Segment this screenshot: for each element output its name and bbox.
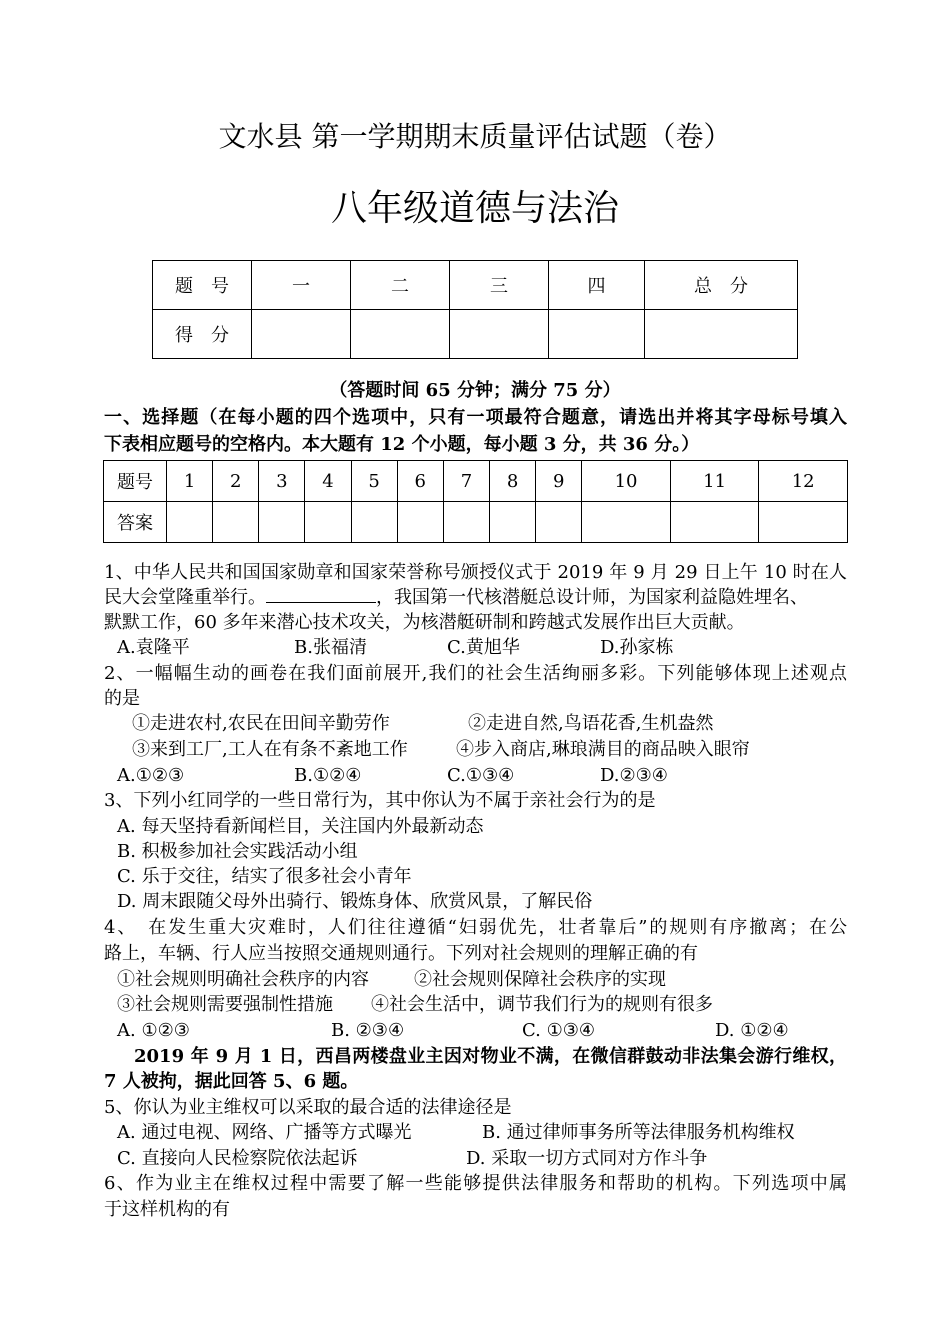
score-cell	[351, 310, 450, 359]
table-cell: 三	[450, 261, 549, 310]
option: C. ①③④	[522, 1020, 595, 1041]
statement: ③社会规则需要强制性措施	[117, 994, 333, 1015]
option: D. ①②④	[715, 1020, 789, 1041]
answer-cell	[670, 502, 759, 543]
table-cell: 总 分	[645, 261, 798, 310]
answer-table	[103, 460, 848, 543]
option: A. 每天坚持看新闻栏目，关注国内外最新动态	[117, 816, 484, 837]
question-number-cell: 11	[670, 461, 759, 502]
score-cell	[645, 310, 798, 359]
answer-cell	[167, 502, 213, 543]
question-number-cell: 12	[759, 461, 848, 502]
statement: ②社会规则保障社会秩序的实现	[414, 969, 666, 990]
option: C.①③④	[447, 765, 515, 786]
answer-cell	[351, 502, 397, 543]
option: C. 直接向人民检察院依法起诉	[117, 1148, 358, 1169]
option: B.①②④	[294, 765, 362, 786]
question-number-cell: 4	[305, 461, 351, 502]
statement: ②走进自然,鸟语花香,生机盎然	[468, 713, 714, 734]
option: D. 采取一切方式同对方作斗争	[466, 1148, 708, 1169]
question-number-cell: 6	[397, 461, 443, 502]
question-number-cell: 7	[443, 461, 489, 502]
option: C.黄旭华	[447, 637, 520, 658]
question-1: 1、中华人民共和国国家勋章和国家荣誉称号颁授仪式于 2019 年 9 月 29 日上午 10 时在人	[104, 562, 847, 583]
question-number-cell: 3	[259, 461, 305, 502]
statement: ③来到工厂,工人在有条不紊地工作	[132, 739, 408, 760]
table-cell: 得 分	[153, 310, 252, 359]
question-number-cell: 1	[167, 461, 213, 502]
option: B.张福清	[294, 637, 367, 658]
table-cell: 四	[549, 261, 645, 310]
question-1-line3: 默默工作，60 多年来潜心技术攻关，为核潜艇研制和跨越式发展作出巨大贡献。	[104, 612, 745, 633]
section-heading: 下表相应题号的空格内。本大题有 12 个小题，每小题 3 分，共 36 分。）	[104, 434, 700, 455]
statement: ①走进农村,农民在田间辛勤劳作	[132, 713, 390, 734]
statement: ④步入商店,琳琅满目的商品映入眼帘	[456, 739, 750, 760]
question-1-line2	[104, 585, 847, 610]
option: B. 积极参加社会实践活动小组	[117, 841, 358, 862]
exam-subject: 八年级道德与法治	[330, 188, 619, 229]
option: D. 周末跟随父母外出骑行、锻炼身体、欣赏风景，了解民俗	[117, 891, 593, 912]
text: 民大会堂隆重举行。	[104, 587, 266, 608]
score-cell	[549, 310, 645, 359]
question-number-cell: 10	[582, 461, 671, 502]
answer-cell	[397, 502, 443, 543]
score-table	[152, 260, 798, 359]
material-text-line2: 7 人被拘，据此回答 5、6 题。	[104, 1071, 359, 1092]
fill-blank	[266, 586, 376, 603]
table-cell: 题号	[104, 461, 167, 502]
answer-cell	[759, 502, 848, 543]
table-row	[153, 310, 798, 359]
option: A.①②③	[117, 765, 185, 786]
exam-title: 文水县 第一学期期末质量评估试题（卷）	[218, 120, 732, 153]
question-4-line2: 路上，车辆、行人应当按照交通规则通行。下列对社会规则的理解正确的有	[104, 943, 698, 964]
answer-cell	[443, 502, 489, 543]
table-row	[104, 502, 848, 543]
table-cell: 一	[252, 261, 351, 310]
table-row	[104, 461, 848, 502]
question-number-cell: 8	[489, 461, 535, 502]
question-number-cell: 9	[536, 461, 582, 502]
question-2-line2: 的是	[104, 688, 140, 709]
answer-cell	[259, 502, 305, 543]
question-6: 6、作为业主在维权过程中需要了解一些能够提供法律服务和帮助的机构。下列选项中属	[104, 1173, 847, 1194]
score-cell	[252, 310, 351, 359]
option: A. 通过电视、网络、广播等方式曝光	[117, 1122, 412, 1143]
question-2: 2、一幅幅生动的画卷在我们面前展开,我们的社会生活绚丽多彩。下列能够体现上述观点	[104, 663, 847, 684]
table-cell: 答案	[104, 502, 167, 543]
statement: ①社会规则明确社会秩序的内容	[117, 969, 369, 990]
table-row	[153, 261, 798, 310]
text: ，我国第一代核潜艇总设计师，为国家利益隐姓埋名、	[376, 587, 808, 608]
option: C. 乐于交往，结实了很多社会小青年	[117, 866, 412, 887]
question-4: 4、 在发生重大灾难时，人们往往遵循“妇弱优先，壮者靠后”的规则有序撤离；在公	[104, 917, 847, 938]
question-5: 5、你认为业主维权可以采取的最合适的法律途径是	[104, 1097, 512, 1118]
answer-cell	[305, 502, 351, 543]
option: A. ①②③	[117, 1020, 190, 1041]
material-text: 2019 年 9 月 1 日，西昌两楼盘业主因对物业不满，在微信群鼓动非法集会游行维权，	[134, 1046, 847, 1067]
table-cell: 题 号	[153, 261, 252, 310]
question-number-cell: 5	[351, 461, 397, 502]
statement: ④社会生活中，调节我们行为的规则有很多	[371, 994, 713, 1015]
question-6-line2: 于这样机构的有	[104, 1199, 230, 1220]
option: A.袁隆平	[117, 637, 190, 658]
answer-cell	[489, 502, 535, 543]
table-cell: 二	[351, 261, 450, 310]
time-note: （答题时间 65 分钟；满分 75 分）	[329, 380, 621, 401]
answer-cell	[582, 502, 671, 543]
answer-cell	[536, 502, 582, 543]
option: B. ②③④	[331, 1020, 405, 1041]
option: D.②③④	[600, 765, 668, 786]
question-number-cell: 2	[213, 461, 259, 502]
answer-cell	[213, 502, 259, 543]
score-cell	[450, 310, 549, 359]
option: B. 通过律师事务所等法律服务机构维权	[482, 1122, 795, 1143]
section-heading: 一、选择题（在每小题的四个选项中，只有一项最符合题意，请选出并将其字母标号填入	[104, 407, 847, 428]
option: D.孙家栋	[600, 637, 674, 658]
question-3: 3、下列小红同学的一些日常行为，其中你认为不属于亲社会行为的是	[104, 790, 656, 811]
